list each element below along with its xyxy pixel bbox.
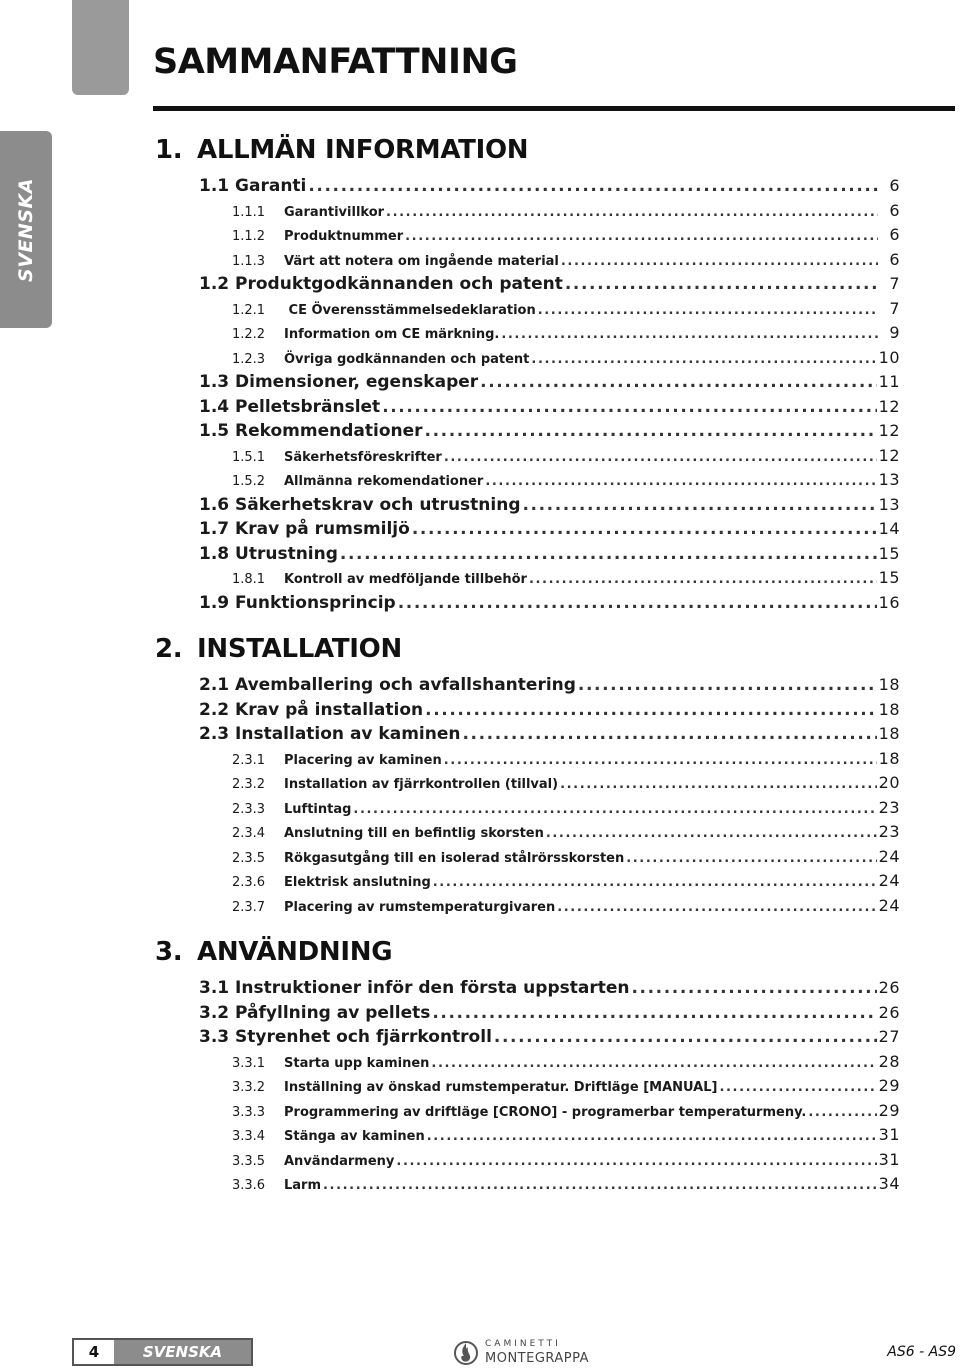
toc-subentry-number: 3.3.2 [232, 1080, 266, 1095]
toc-entry-text: Placering av rumstemperaturgivaren [284, 899, 556, 915]
toc-entry[interactable] [155, 1001, 900, 1026]
toc-entry-text: Övriga godkännanden och patent [284, 351, 530, 367]
title-rule [153, 106, 955, 111]
toc-entry-text: Information om CE märkning. [284, 327, 500, 342]
toc-subentry-number: 3.3.3 [232, 1104, 266, 1120]
toc-entry-text: Inställning av önskad rumstemperatur. Driftläge [MANUAL] [284, 1080, 718, 1095]
toc-entry-text: Allmänna rekomendationer [284, 474, 484, 489]
dot-leader [626, 847, 876, 870]
toc-page-number: 31 [878, 1149, 900, 1169]
footer-language: SVENSKA [114, 1340, 251, 1364]
toc-entry-text: Garantivillkor [284, 204, 385, 220]
toc-entry-label [232, 1150, 394, 1173]
brand-name-line1: CAMINETTI [485, 1338, 561, 1349]
toc-page-number: 34 [878, 1174, 900, 1193]
toc-subentry-number: 2.3.5 [232, 850, 266, 866]
footer-page-number: 4 [74, 1340, 114, 1364]
toc-entry-text: Programmering av driftläge [CRONO] - programerbar temperaturmeny. [284, 1104, 807, 1120]
toc-entry-label [232, 470, 483, 493]
toc-page-number: 11 [878, 372, 900, 391]
toc-page-number: 6 [889, 200, 900, 220]
toc-entry-text: Larm [284, 1178, 322, 1193]
dot-leader [501, 323, 878, 346]
toc-page-number: 26 [878, 1002, 900, 1022]
toc-entry-label [199, 395, 380, 420]
toc-subentry-number: 1.1.1 [232, 204, 266, 220]
toc-entry-text: Installation av fjärrkontrollen (tillval) [284, 777, 559, 792]
toc-subentry[interactable] [155, 1050, 900, 1075]
toc-subentry-number: 1.5.2 [232, 474, 266, 489]
toc-page-number: 29 [878, 1100, 900, 1120]
toc-entry-label [232, 250, 559, 273]
toc-subentry-number: 2.3.6 [232, 875, 266, 890]
toc-subentry[interactable] [155, 321, 900, 346]
toc-entry-text: Stänga av kaminen [284, 1129, 425, 1144]
toc-entry-label [232, 446, 442, 469]
toc-page-number: 13 [878, 494, 900, 514]
toc-subentry-number: 3.3.4 [232, 1129, 266, 1144]
toc-entry[interactable] [155, 1025, 900, 1050]
toc-entry[interactable] [155, 591, 900, 616]
dot-leader [340, 542, 877, 567]
section-gap [155, 615, 900, 625]
toc-entry-label [232, 568, 527, 591]
toc-page-number: 12 [878, 396, 900, 416]
toc-subentry[interactable] [155, 444, 900, 469]
dot-leader [578, 673, 877, 698]
toc-page-number: 6 [889, 225, 900, 244]
toc-subentry[interactable] [155, 771, 900, 796]
dot-leader [412, 517, 877, 542]
dot-leader [561, 250, 878, 273]
toc-entry-label [199, 174, 306, 199]
toc-subentry[interactable] [155, 845, 900, 870]
dot-leader [427, 1125, 877, 1148]
toc-page-number: 10 [878, 347, 900, 367]
dot-leader [444, 446, 877, 469]
toc-entry-label [232, 1101, 806, 1124]
toc-entry-label [232, 749, 442, 772]
dot-leader [485, 470, 876, 493]
toc-entry[interactable] [155, 722, 900, 747]
section-number: 2. [155, 634, 183, 664]
toc-entry-text: 3.2 Påfyllning av pellets [199, 1002, 431, 1023]
toc-page-number: 24 [878, 895, 900, 915]
toc-subentry-number: 1.8.1 [232, 572, 266, 587]
section-number: 1. [155, 135, 183, 165]
toc-subentry[interactable] [155, 869, 900, 894]
section-title: ALLMÄN INFORMATION [197, 135, 529, 165]
toc-entry[interactable] [155, 174, 900, 199]
toc-entry-text: Anslutning till en befintlig skorsten [284, 826, 544, 841]
toc-entry-text: CE Överensstämmelsedeklaration [284, 302, 536, 318]
toc-entry-text: 1.1 Garanti [199, 176, 307, 196]
toc-page-number: 27 [878, 1027, 900, 1046]
toc-subentry-number: 3.3.6 [232, 1178, 266, 1193]
toc-subentry-number: 2.3.2 [232, 777, 266, 792]
toc-entry[interactable] [155, 698, 900, 723]
toc-entry-text: 1.9 Funktionsprincip [199, 592, 396, 613]
toc-entry-text: 1.8 Utrustning [199, 543, 338, 564]
toc-entry-label [199, 1025, 492, 1050]
toc-subentry[interactable] [155, 248, 900, 273]
toc-entry-label [232, 871, 431, 894]
section-title: INSTALLATION [197, 634, 402, 664]
toc-entry-text: Elektrisk anslutning [284, 875, 431, 890]
toc-page-number: 12 [878, 445, 900, 465]
toc-entry-label [232, 1052, 429, 1075]
toc-entry-text: 1.6 Säkerhetskrav och utrustning [199, 494, 521, 515]
toc-entry-label [232, 323, 499, 346]
toc-page-number: 23 [878, 822, 900, 841]
toc-entry-label [232, 1076, 717, 1099]
toc-subentry-number: 1.1.3 [232, 253, 266, 269]
toc-page-number: 29 [878, 1076, 900, 1095]
toc-entry[interactable] [155, 517, 900, 542]
dot-leader [398, 591, 877, 616]
toc-page-number: 20 [878, 773, 900, 792]
toc-subentry[interactable] [155, 820, 900, 845]
toc-entry-label [232, 847, 624, 870]
toc-entry[interactable] [155, 272, 900, 297]
footer-page-box [72, 1338, 253, 1366]
toc-entry-label [232, 348, 529, 371]
section-title: ANVÄNDNING [197, 937, 393, 967]
toc-subentry-number: 1.1.2 [232, 229, 266, 244]
toc-entry-label [232, 798, 351, 821]
dot-leader [565, 272, 878, 297]
toc-page-number: 7 [889, 274, 900, 293]
toc-entry-text: 1.4 Pelletsbränslet [199, 396, 381, 417]
toc-entry[interactable] [155, 542, 900, 567]
toc-subentry[interactable] [155, 1099, 900, 1124]
toc-subentry[interactable] [155, 468, 900, 493]
toc-subentry[interactable] [155, 1172, 900, 1197]
toc-entry-text: 2.3 Installation av kaminen [199, 724, 461, 744]
toc-subentry-number: 1.5.1 [232, 449, 266, 465]
toc-subentry-number: 3.3.1 [232, 1055, 266, 1071]
dot-leader [529, 568, 877, 591]
side-tab-label: SVENSKA [15, 178, 37, 282]
toc-page-number: 26 [878, 978, 900, 997]
top-tab-marker [72, 0, 129, 95]
brand-name-line2: MONTEGRAPPA [485, 1350, 590, 1366]
toc-page-number: 31 [878, 1125, 900, 1144]
toc-entry-text: Säkerhetsföreskrifter [284, 449, 442, 465]
toc-page-number: 9 [889, 323, 900, 342]
toc-entry-text: Rökgasutgång till en isolerad stålrörsskorsten [284, 850, 625, 866]
toc-entry-label [199, 673, 576, 698]
dot-leader [538, 299, 878, 322]
toc-page-number: 24 [878, 871, 900, 890]
dot-leader [444, 749, 877, 772]
toc-entry-label [199, 517, 410, 542]
flame-logo-icon [453, 1337, 479, 1367]
toc-page-number: 14 [878, 519, 900, 538]
toc-subentry[interactable] [155, 1148, 900, 1173]
toc-entry[interactable] [155, 370, 900, 395]
toc-page-number: 16 [878, 592, 900, 612]
dot-leader [494, 1025, 877, 1050]
toc-page-number: 6 [889, 176, 900, 195]
toc-entry[interactable] [155, 419, 900, 444]
toc-entry-label [232, 1125, 425, 1148]
toc-page-number: 15 [878, 568, 900, 587]
toc-entry-label [199, 370, 478, 395]
toc-subentry[interactable] [155, 297, 900, 322]
toc-subentry-number: 2.3.1 [232, 752, 266, 768]
toc-entry-label [232, 773, 558, 796]
toc-page-number: 18 [878, 748, 900, 768]
brand-logo [453, 1336, 603, 1368]
toc-entry-label [232, 201, 384, 224]
toc-entry-text: Produktnummer [284, 229, 404, 244]
dot-leader [431, 1052, 876, 1075]
toc-section-heading [155, 625, 900, 673]
section-gap [155, 918, 900, 928]
model-label: AS6 - AS9 [887, 1344, 956, 1360]
dot-leader [546, 822, 877, 845]
toc-entry[interactable] [155, 493, 900, 518]
toc-entry-label [199, 591, 396, 616]
toc-entry-label [199, 976, 630, 1001]
toc-entry-text: 3.1 Instruktioner inför den första uppstarten [199, 978, 630, 998]
dot-leader [353, 798, 876, 821]
section-number: 3. [155, 937, 183, 967]
dot-leader [531, 348, 876, 371]
toc-page-number: 13 [878, 470, 900, 489]
toc-page-number: 23 [878, 797, 900, 817]
toc-entry-text: 3.3 Styrenhet och fjärrkontroll [199, 1027, 492, 1047]
dot-leader [808, 1101, 876, 1124]
toc-entry-label [199, 722, 460, 747]
toc-entry-text: Luftintag [284, 801, 352, 817]
toc-page-number: 18 [878, 699, 900, 719]
dot-leader [462, 722, 876, 747]
toc-subentry[interactable] [155, 747, 900, 772]
toc-entry-text: 1.3 Dimensioner, egenskaper [199, 372, 479, 392]
toc-entry[interactable] [155, 673, 900, 698]
toc-subentry-number: 2.3.4 [232, 826, 266, 841]
dot-leader [719, 1076, 876, 1099]
toc-entry-text: 1.5 Rekommendationer [199, 421, 423, 441]
dot-leader [560, 773, 877, 796]
toc-entry-label [199, 698, 423, 723]
toc-page-number: 28 [878, 1051, 900, 1071]
toc-entry-label [232, 299, 536, 322]
dot-leader [433, 871, 877, 894]
dot-leader [425, 698, 877, 723]
toc-page-number: 24 [878, 846, 900, 866]
toc-section-heading [155, 928, 900, 976]
toc-entry-text: Kontroll av medföljande tillbehör [284, 572, 527, 587]
toc-entry[interactable] [155, 395, 900, 420]
toc-page-number: 15 [878, 543, 900, 563]
toc-subentry[interactable] [155, 796, 900, 821]
toc-entry-text: Värt att notera om ingående material [284, 253, 559, 269]
dot-leader [308, 174, 878, 199]
dot-leader [480, 370, 876, 395]
dot-leader [382, 395, 876, 420]
toc-page-number: 6 [889, 249, 900, 269]
toc-subentry[interactable] [155, 1123, 900, 1148]
dot-leader [432, 1001, 876, 1026]
dot-leader [405, 225, 878, 248]
toc-entry-text: 2.1 Avemballering och avfallshantering [199, 675, 576, 695]
toc-entry-label [232, 896, 555, 919]
toc-subentry[interactable] [155, 346, 900, 371]
toc-entry-text: 1.2 Produktgodkännanden och patent [199, 274, 563, 294]
toc-subentry-number: 2.3.7 [232, 899, 266, 915]
toc-subentry-number: 1.2.1 [232, 302, 266, 318]
toc-entry-label [232, 822, 544, 845]
toc-page-number: 18 [878, 724, 900, 743]
dot-leader [323, 1174, 877, 1197]
toc-entry-label [232, 225, 403, 248]
toc-subentry[interactable] [155, 199, 900, 224]
toc-subentry-number: 1.2.3 [232, 351, 266, 367]
toc-subentry[interactable] [155, 1074, 900, 1099]
dot-leader [557, 896, 876, 919]
dot-leader [425, 419, 877, 444]
dot-leader [396, 1150, 876, 1173]
toc-entry-label [199, 272, 563, 297]
toc-entry-text: 1.7 Krav på rumsmiljö [199, 519, 410, 539]
toc-subentry-number: 2.3.3 [232, 801, 266, 817]
toc-subentry[interactable] [155, 894, 900, 919]
toc-entry-label [199, 493, 521, 518]
toc-entry-label [199, 1001, 430, 1026]
toc-page-number: 18 [878, 675, 900, 694]
dot-leader [632, 976, 877, 1001]
page-title: SAMMANFATTNING [153, 42, 518, 82]
dot-leader [523, 493, 877, 518]
toc-subentry[interactable] [155, 566, 900, 591]
toc-subentry-number: 1.2.2 [232, 327, 266, 342]
table-of-contents [155, 126, 900, 1197]
toc-section-heading [155, 126, 900, 174]
toc-page-number: 12 [878, 421, 900, 440]
toc-entry-text: Starta upp kaminen [284, 1055, 430, 1071]
toc-entry-text: 2.2 Krav på installation [199, 699, 424, 720]
toc-entry-label [199, 419, 423, 444]
dot-leader [386, 201, 878, 224]
toc-subentry-number: 3.3.5 [232, 1153, 266, 1169]
toc-subentry[interactable] [155, 223, 900, 248]
toc-page-number: 7 [889, 298, 900, 318]
toc-entry-text: Användarmeny [284, 1153, 395, 1169]
toc-entry-text: Placering av kaminen [284, 752, 442, 768]
toc-entry[interactable] [155, 976, 900, 1001]
toc-entry-label [232, 1174, 321, 1197]
toc-entry-label [199, 542, 338, 567]
